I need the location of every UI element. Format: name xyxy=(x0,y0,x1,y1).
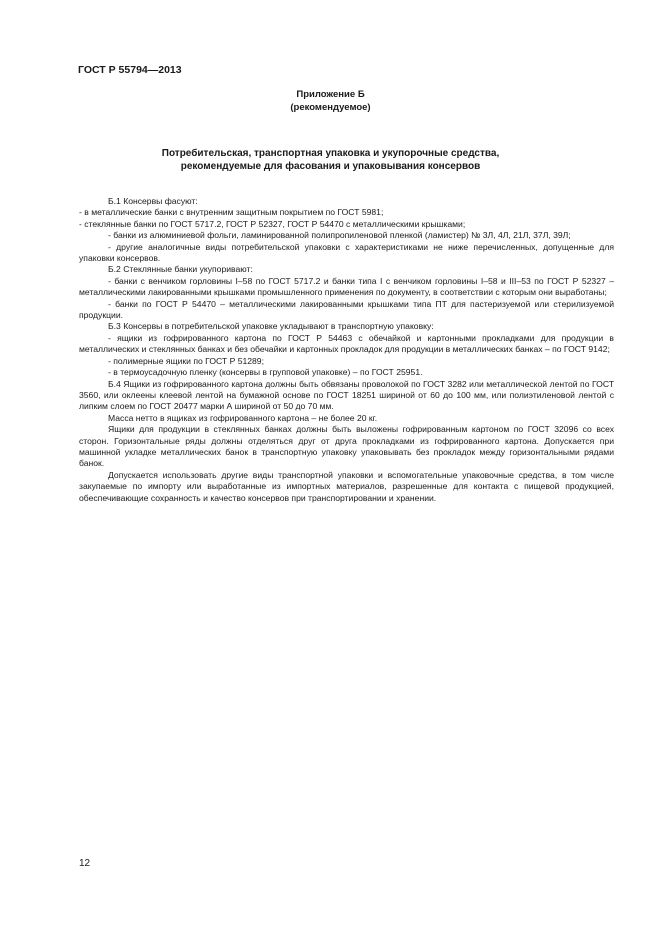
list-item: - стеклянные банки по ГОСТ 5717.2, ГОСТ Р 52327, ГОСТ Р 54470 с металлическими крышками; xyxy=(79,218,466,229)
paragraph: Масса нетто в ящиках из гофрированного картона – не более 20 кг. xyxy=(108,412,378,423)
paragraph-b2: Б.2 Стеклянные банки укупоривают: xyxy=(108,264,253,275)
list-item: - ящики из гофрированного картона по ГОСТ Р 54463 с обечайкой и картонными прокладками для продукции в металлических и стеклянных банках и без обечайки и картонных прокладок для продукции в металлических банках – по ГОСТ 9142; xyxy=(79,332,614,355)
section-title xyxy=(0,147,661,173)
list-item: - полимерные ящики по ГОСТ Р 51289; xyxy=(108,355,264,366)
list-item: - банки по ГОСТ Р 54470 – металлическими лакированными крышками типа ПТ для пастеризуемой или стерилизуемой продукции. xyxy=(79,298,614,321)
section-title-line-1: Потребительская, транспортная упаковка и укупорочные средства, xyxy=(161,148,500,159)
page-number: 12 xyxy=(79,858,91,869)
paragraph: Допускается использовать другие виды транспортной упаковки и вспомогательные упаковочные средства, в том числе закупаемые по импорту или выработанные из импортных материалов, разрешенные для контакта с пищевой продукцией, обеспечивающие сохранность и качество консервов при транспортировании и хранении. xyxy=(79,469,614,503)
annex-title: Приложение Б xyxy=(296,89,365,100)
paragraph-b3: Б.3 Консервы в потребительской упаковке укладывают в транспортную упаковку: xyxy=(108,321,434,332)
annex-status: (рекомендуемое) xyxy=(290,102,371,113)
list-item: - другие аналогичные виды потребительской упаковки с характеристиками не ниже перечисленных, допущенные для упаковки консервов. xyxy=(79,241,614,264)
paragraph: Ящики для продукции в стеклянных банках должны быть выложены гофрированным картоном по ГОСТ 32096 со всех сторон. Горизонтальные ряды должны отделяться друг от друга прокладками из гофрированного картона. Допускается при машинной укладке металлических банок в транспортную упаковку упаковывать без прокладок между горизонтальными рядами банок. xyxy=(79,424,614,469)
paragraph-b4: Б.4 Ящики из гофрированного картона должны быть обвязаны проволокой по ГОСТ 3282 или металлической лентой по ГОСТ 3560, или оклеены клеевой лентой на бумажной основе по ГОСТ 18251 шириной от 60 до 100 мм, или полиэтиленовой лентой с липким слоем по ГОСТ 20477 марки А шириной от 50 до 70 мм. xyxy=(79,378,614,412)
section-title-line-2: рекомендуемые для фасования и упаковывания консервов xyxy=(180,161,481,172)
paragraph-b1: Б.1 Консервы фасуют: xyxy=(108,196,198,206)
annex-heading xyxy=(0,88,661,114)
list-item: - банки с венчиком горловины I–58 по ГОСТ 5717.2 и банки типа I с венчиком горловины I–58 и III–53 по ГОСТ Р 52327 – металлическими лакированными крышками промышленного применения по документу, в соответствии с которым они выработаны; xyxy=(79,275,614,298)
document-code: ГОСТ Р 55794—2013 xyxy=(78,64,182,76)
list-item: - в термоусадочную пленку (консервы в групповой упаковке) – по ГОСТ 25951. xyxy=(108,367,423,378)
list-item: - в металлические банки с внутренним защитным покрытием по ГОСТ 5981; xyxy=(79,207,384,218)
list-item: - банки из алюминиевой фольги, ламинированной полипропиленовой пленкой (ламистер) № 3Л, 4Л, 21Л, 37Л, 39Л; xyxy=(108,230,571,241)
body-text xyxy=(79,196,614,504)
